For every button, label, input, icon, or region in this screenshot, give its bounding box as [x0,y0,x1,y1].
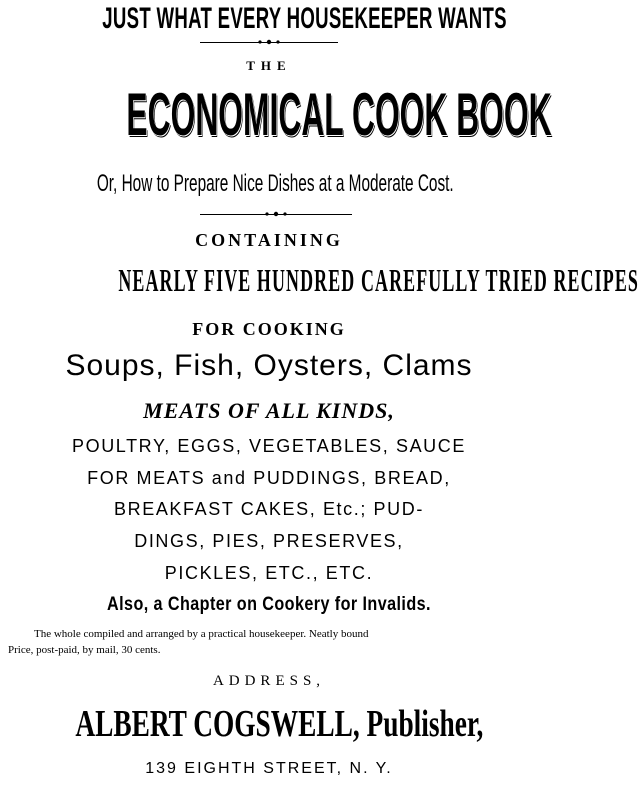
for-cooking-label: FOR COOKING [192,319,346,339]
soups-line: Soups, Fish, Oysters, Clams [65,349,473,382]
dings-line: DINGS, PIES, PRESERVES, [134,531,404,551]
book-title: ECONOMICAL COOK BOOK [126,81,552,148]
street-address: 139 EIGHTH STREET, N. Y. [145,760,393,777]
compiled-note: The whole compiled and arranged by a practical housekeeper. Neatly bound [34,628,369,640]
recipes-line: NEARLY FIVE HUNDRED CAREFULLY TRIED RECIPES [118,262,639,298]
containing-label: CONTAINING [195,230,343,250]
ornament-icon [263,211,289,217]
book-subtitle: Or, How to Prepare Nice Dishes at a Moderate Cost. [96,170,454,197]
publisher-line: ALBERT COGSWELL, Publisher, [75,703,484,745]
invalids-line: Also, a Chapter on Cookery for Invalids. [107,594,431,615]
headline: JUST WHAT EVERY HOUSEKEEPER WANTS [102,2,507,35]
price-note: Price, post-paid, by mail, 30 cents. [8,644,161,656]
formeats-line: FOR MEATS and PUDDINGS, BREAD, [87,468,451,488]
poultry-line: POULTRY, EGGS, VEGETABLES, SAUCE [72,436,466,456]
ornament-icon [256,39,282,45]
address-label: ADDRESS, [212,673,326,689]
meats-line: MEATS OF ALL KINDS, [143,398,395,423]
pickles-line: PICKLES, ETC., ETC. [164,563,374,583]
breakfast-line: BREAKFAST CAKES, Etc.; PUD- [114,499,424,519]
the-label: THE [246,58,292,73]
